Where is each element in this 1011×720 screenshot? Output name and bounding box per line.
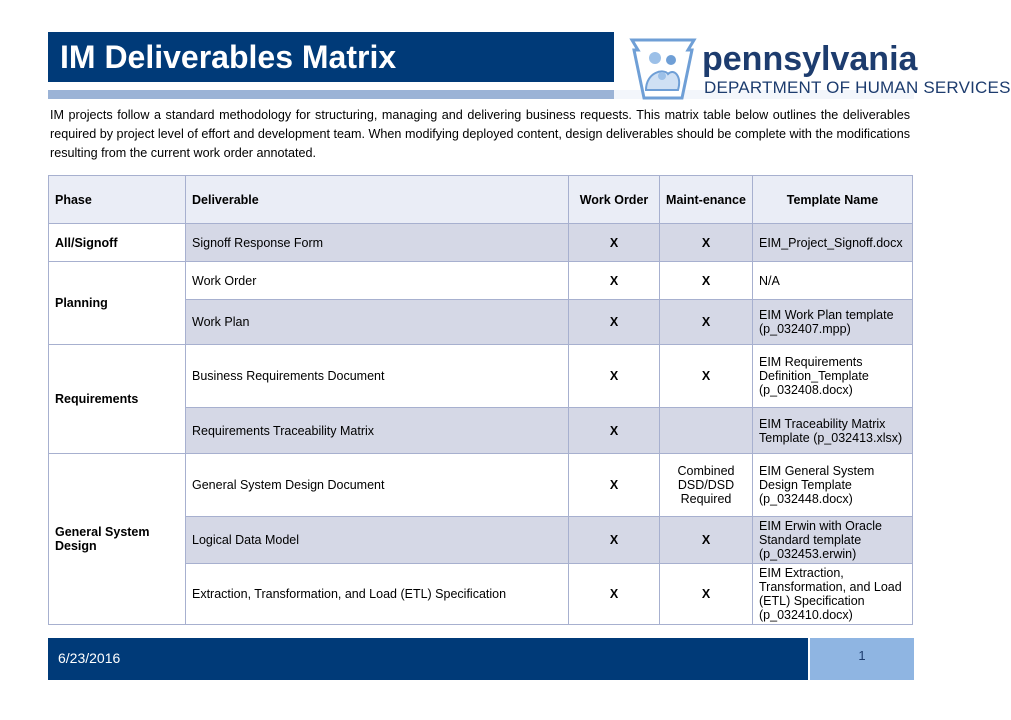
logo-department: DEPARTMENT OF HUMAN SERVICES bbox=[704, 78, 1011, 97]
deliverable-cell: General System Design Document bbox=[186, 454, 569, 517]
header-maintenance: Maint-enance bbox=[660, 176, 753, 224]
phase-cell: All/Signoff bbox=[49, 224, 186, 262]
table-row bbox=[49, 262, 913, 300]
template-cell: EIM Erwin with Oracle Standard template (p_032453.erwin) bbox=[753, 517, 913, 564]
work-order-cell: X bbox=[569, 517, 660, 564]
table-header-row bbox=[49, 176, 913, 224]
phase-cell: Planning bbox=[49, 262, 186, 345]
template-cell: EIM General System Design Template (p_032448.docx) bbox=[753, 454, 913, 517]
deliverable-cell: Business Requirements Document bbox=[186, 345, 569, 408]
header-deliverable: Deliverable bbox=[186, 176, 569, 224]
footer-bar bbox=[48, 638, 808, 680]
work-order-cell: X bbox=[569, 300, 660, 345]
header-work-order: Work Order bbox=[569, 176, 660, 224]
page-title: IM Deliverables Matrix bbox=[60, 39, 397, 75]
title-underline bbox=[48, 90, 614, 99]
deliverable-cell: Extraction, Transformation, and Load (ETL) Specification bbox=[186, 564, 569, 625]
work-order-cell: X bbox=[569, 564, 660, 625]
template-cell: EIM Requirements Definition_Template (p_032408.docx) bbox=[753, 345, 913, 408]
deliverable-cell: Logical Data Model bbox=[186, 517, 569, 564]
template-cell: EIM Extraction, Transformation, and Load (ETL) Specification (p_032410.docx) bbox=[753, 564, 913, 625]
work-order-cell: X bbox=[569, 345, 660, 408]
header-template-name: Template Name bbox=[753, 176, 913, 224]
deliverable-cell: Signoff Response Form bbox=[186, 224, 569, 262]
work-order-cell: X bbox=[569, 454, 660, 517]
deliverable-cell: Work Order bbox=[186, 262, 569, 300]
phase-cell: General System Design bbox=[49, 454, 186, 625]
template-cell: N/A bbox=[753, 262, 913, 300]
maintenance-cell: X bbox=[660, 262, 753, 300]
phase-cell: Requirements bbox=[49, 345, 186, 454]
work-order-cell: X bbox=[569, 224, 660, 262]
table-row bbox=[49, 454, 913, 517]
maintenance-cell: Combined DSD/DSD Required bbox=[660, 454, 753, 517]
logo-wordmark: pennsylvania bbox=[702, 40, 918, 78]
maintenance-cell bbox=[660, 408, 753, 454]
page-number: 1 bbox=[858, 648, 866, 663]
intro-paragraph: IM projects follow a standard methodology for structuring, managing and delivering business requests. This matrix table below outlines the deliverables required by project level of effort and development team. When modifying deployed content, design deliverables should be complete with the modifications resulting from the current work order annotated. bbox=[50, 108, 910, 160]
dhs-logo bbox=[628, 38, 1011, 98]
table-row bbox=[49, 224, 913, 262]
maintenance-cell: X bbox=[660, 564, 753, 625]
footer-date: 6/23/2016 bbox=[58, 650, 121, 666]
maintenance-cell: X bbox=[660, 345, 753, 408]
deliverables-table bbox=[48, 175, 913, 625]
maintenance-cell: X bbox=[660, 517, 753, 564]
title-bar bbox=[48, 32, 614, 82]
template-cell: EIM Work Plan template (p_032407.mpp) bbox=[753, 300, 913, 345]
table-row bbox=[49, 345, 913, 408]
maintenance-cell: X bbox=[660, 224, 753, 262]
template-cell: EIM Traceability Matrix Template (p_032413.xlsx) bbox=[753, 408, 913, 454]
keystone-family-icon bbox=[628, 38, 698, 100]
page-number-box bbox=[810, 638, 914, 680]
work-order-cell: X bbox=[569, 262, 660, 300]
work-order-cell: X bbox=[569, 408, 660, 454]
template-cell: EIM_Project_Signoff.docx bbox=[753, 224, 913, 262]
deliverable-cell: Requirements Traceability Matrix bbox=[186, 408, 569, 454]
deliverable-cell: Work Plan bbox=[186, 300, 569, 345]
header-phase: Phase bbox=[49, 176, 186, 224]
maintenance-cell: X bbox=[660, 300, 753, 345]
